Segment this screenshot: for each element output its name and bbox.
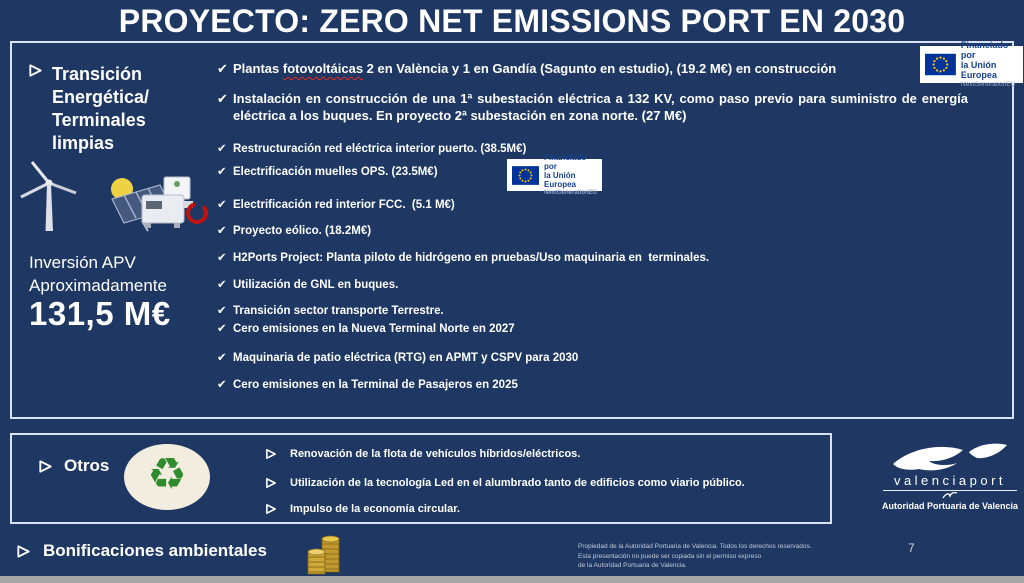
eu-funding-badge <box>507 153 602 196</box>
bonificaciones-heading <box>16 541 267 561</box>
bullet-text: Cero emisiones en la Nueva Terminal Norte en 2027 <box>233 323 515 335</box>
check-icon: ✔ <box>217 225 227 237</box>
bonificaciones-label: Bonificaciones ambientales <box>43 541 267 560</box>
eu-flag-icon <box>512 164 539 187</box>
check-icon: ✔ <box>217 91 228 106</box>
energy-heading <box>28 63 184 155</box>
investment-value: 131,5 M€ <box>29 295 171 332</box>
copyright-line1: Propiedad de la Autoridad Portuaria de Valencia. Todos los derechos reservados. <box>578 543 812 550</box>
list-item <box>217 90 968 124</box>
bullet-text: Plantas <box>233 61 283 76</box>
list-item <box>217 322 515 337</box>
list-item <box>217 224 371 239</box>
copyright-line3: de la Autoridad Portuaria de Valencia. <box>578 562 687 569</box>
list-item <box>265 448 580 460</box>
valenciaport-logo <box>878 442 1022 511</box>
check-icon: ✔ <box>217 199 227 211</box>
check-icon: ✔ <box>217 166 227 178</box>
page-title: PROYECTO: ZERO NET EMISSIONS PORT EN 2030 <box>118 3 906 39</box>
list-item <box>217 153 597 196</box>
wind-turbine-icon <box>21 162 76 231</box>
list-item <box>217 251 709 266</box>
bullet-text: Impulso de la economía circular. <box>290 503 460 515</box>
arrow-bullet-icon <box>265 448 277 460</box>
check-icon: ✔ <box>217 279 227 291</box>
check-icon: ✔ <box>217 61 228 76</box>
bullet-text: Utilización de GNL en buques. <box>233 279 399 291</box>
list-item <box>217 278 398 293</box>
check-icon: ✔ <box>217 352 227 364</box>
copyright-notice <box>578 542 812 571</box>
bullet-text: Restructuración red eléctrica interior puerto. (38.5M€) <box>233 143 527 155</box>
otros-heading-label: Otros <box>64 456 110 475</box>
swallow-icon <box>891 442 1009 472</box>
bullet-text: Transición sector transporte Terrestre. <box>233 305 444 317</box>
list-item <box>217 378 518 393</box>
arrow-bullet-icon <box>265 503 277 515</box>
recycle-badge <box>124 444 210 510</box>
eu-funding-badge <box>920 40 1023 88</box>
small-swallow-icon <box>941 491 959 499</box>
list-item <box>217 304 444 319</box>
eu-badge-line1: Financiado por <box>543 153 587 171</box>
arrow-bullet-icon <box>38 459 53 474</box>
bullet-text: Maquinaria de patio eléctrica (RTG) en APMT y CSPV para 2030 <box>233 352 579 364</box>
investment-label <box>29 251 167 297</box>
bullet-text: Electrificación muelles OPS. (23.5M€) <box>233 166 438 178</box>
check-icon: ✔ <box>217 305 227 317</box>
investment-line2: Aproximadamente <box>29 276 167 295</box>
eu-badge-line1: Financiado por <box>960 40 1009 60</box>
bullet-text: Utilización de la tecnología Led en el alumbrado tanto de edificios como viario público. <box>290 477 745 489</box>
charging-machine-icon <box>142 177 206 228</box>
bullet-text: H2Ports Project: Planta piloto de hidrógeno en pruebas/Uso maquinaria en terminales. <box>233 252 710 264</box>
check-icon: ✔ <box>217 143 227 155</box>
eu-badge-line2: la Unión Europea <box>960 60 997 80</box>
copyright-line2: Esta presentación no puede ser copiada sin el permiso expreso <box>578 552 762 560</box>
bottom-edge-strip <box>0 576 1024 583</box>
logo-brand-text: valenciaport <box>893 473 1007 488</box>
renewables-illustration <box>14 155 209 237</box>
arrow-bullet-icon <box>16 544 31 559</box>
list-item <box>265 503 460 515</box>
bullet-text: Proyecto eólico. (18.2M€) <box>233 225 372 237</box>
eu-badge-line3: NextGenerationEU <box>543 190 597 196</box>
energy-heading-label: Transición Energética/ Terminales limpias <box>52 64 150 153</box>
eu-flag-icon <box>925 51 956 78</box>
bullet-text: 2 en València y 1 en Gandía (Sagunto en estudio), (19.2 M€) en construcción <box>363 61 837 76</box>
energy-panel <box>10 41 1014 419</box>
bullet-text: Electrificación red interior FCC. (5.1 M€) <box>233 199 455 211</box>
check-icon: ✔ <box>217 323 227 335</box>
eu-badge-line2: la Unión Europea <box>543 171 576 189</box>
bullet-text: Cero emisiones en la Terminal de Pasajeros en 2025 <box>233 379 518 391</box>
gold-coins-icon <box>303 532 345 577</box>
list-item <box>217 351 578 366</box>
bullet-text: Instalación en construcción de una 1ª subestación eléctrica a 132 KV, como paso previo para suministro de energía eléctrica a los buques. En proyecto 2ª subestación en zona norte. (27 M€) <box>233 91 968 123</box>
list-item <box>217 142 526 157</box>
list-item <box>217 60 977 77</box>
check-icon: ✔ <box>217 252 227 264</box>
logo-subtitle: Autoridad Portuaria de Valencia <box>881 501 1019 511</box>
bullet-text: Renovación de la flota de vehículos híbridos/eléctricos. <box>290 448 581 460</box>
page-number: 7 <box>908 541 915 555</box>
arrow-bullet-icon <box>265 477 277 489</box>
list-item <box>265 477 745 489</box>
bullet-text-misspelled: fotovoltáicas <box>282 61 364 76</box>
check-icon: ✔ <box>217 379 227 391</box>
investment-line1: Inversión APV <box>29 253 136 272</box>
recycle-icon: ♻ <box>147 450 187 499</box>
otros-panel <box>10 433 832 524</box>
list-item <box>217 198 455 213</box>
eu-badge-line3: NextGenerationEU <box>960 81 1016 88</box>
arrow-bullet-icon <box>28 63 43 78</box>
otros-heading <box>38 456 109 476</box>
